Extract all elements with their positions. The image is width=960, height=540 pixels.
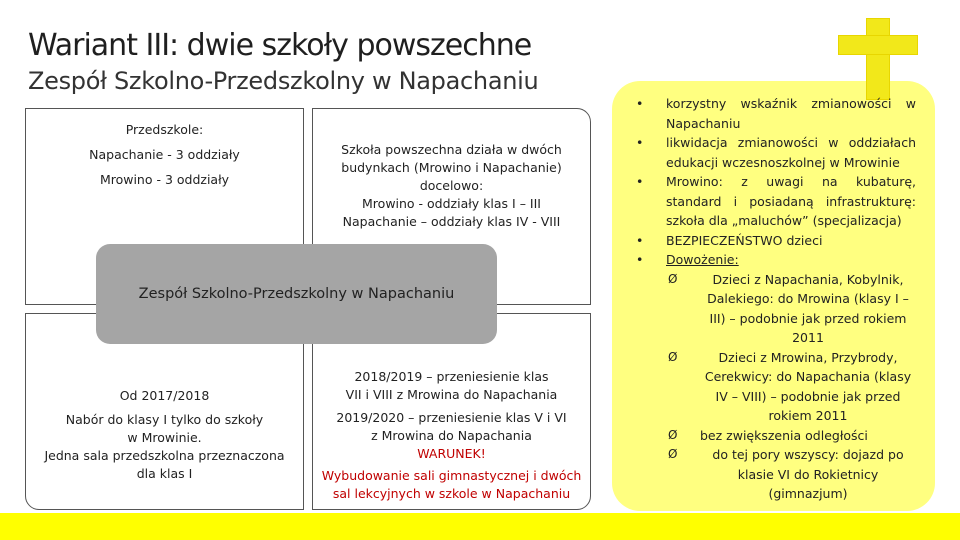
note-sub-item: Ø bez zwiększenia odległości <box>636 426 916 446</box>
note-item: • likwidacja zmianowości w oddziałach edukacji wczesnoszkolnej w Mrowinie <box>636 135 916 170</box>
bullet-icon: • <box>636 96 644 111</box>
arrow-icon: Ø <box>668 271 678 286</box>
enrollment-date: Od 2017/2018 <box>119 388 210 403</box>
bullet-icon: • <box>636 252 644 267</box>
school-line-3: docelowo: <box>419 178 484 193</box>
arrow-icon: Ø <box>668 349 678 364</box>
slide-title: Wariant III: dwie szkoły powszechne <box>28 28 532 63</box>
transfer-line-1: 2018/2019 – przeniesienie klas <box>354 369 549 384</box>
preschool-text <box>25 121 304 189</box>
preschool-heading: Przedszkole: <box>125 122 204 137</box>
enrollment-line-5: dla klas I <box>136 466 193 481</box>
enrollment-line-4: Jedna sala przedszkolna przeznaczona <box>44 448 285 463</box>
cross-icon-center <box>868 37 889 54</box>
transfer-line-3: 2019/2020 – przeniesienie klas V i VI <box>336 410 567 425</box>
school-line-1: Szkoła powszechna działa w dwóch <box>341 142 562 157</box>
requirement-line-1: Wybudowanie sali gimnastycznej i dwóch <box>321 468 582 483</box>
transfer-line-4: z Mrowina do Napachania <box>371 428 532 443</box>
school-line-4: Mrowino - oddziały klas I – III <box>362 196 541 211</box>
preschool-mrowino: Mrowino - 3 oddziały <box>99 172 230 187</box>
warning-label: WARUNEK! <box>417 446 486 461</box>
school-text <box>312 141 591 231</box>
requirement-line-2: sal lekcyjnych w szkole w Napachaniu <box>332 486 571 501</box>
school-line-5: Napachanie – oddziały klas IV - VIII <box>342 214 561 229</box>
note-sub-item: Ø do tej pory wszyscy: dojazd po klasie VI do Rokietnicy (gimnazjum) <box>668 447 904 501</box>
center-label-box <box>96 244 497 344</box>
transfer-text <box>312 368 591 503</box>
slide-subtitle: Zespół Szkolno-Przedszkolny w Napachaniu <box>28 67 539 95</box>
bottom-band <box>0 513 960 540</box>
school-line-2: budynkach (Mrowino i Napachanie) <box>341 160 562 175</box>
note-item: • korzystny wskaźnik zmianowości w Napachaniu <box>636 96 916 131</box>
note-sub-item: Ø Dzieci z Napachania, Kobylnik, Dalekiego: do Mrowina (klasy I – III) – podobnie jak przed rokiem 2011 <box>668 271 909 345</box>
note-item: • Dowożenie: <box>636 250 916 270</box>
note-item: • BEZPIECZEŃSTWO dzieci <box>636 231 916 251</box>
bullet-icon: • <box>636 174 644 189</box>
enrollment-line-3: w Mrowinie. <box>127 430 202 445</box>
bullet-icon: • <box>636 135 644 150</box>
note-item: • Mrowino: z uwagi na kubaturę, standard i posiadaną infrastrukturę: szkoła dla „maluchów” (specjalizacja) <box>636 174 916 228</box>
arrow-icon: Ø <box>668 447 678 461</box>
note-sub-item: Ø Dzieci z Mrowina, Przybrody, Cerekwicy: do Napachania (klasy IV – VIII) – podobnie jak przed rokiem 2011 <box>668 349 912 423</box>
notes-list <box>636 94 916 504</box>
center-label: Zespół Szkolno-Przedszkolny w Napachaniu <box>138 286 455 302</box>
cross-icon <box>866 18 890 100</box>
arrow-icon: Ø <box>668 427 678 442</box>
transfer-line-2: VII i VIII z Mrowina do Napachania <box>345 387 558 402</box>
preschool-napachanie: Napachanie - 3 oddziały <box>89 147 240 162</box>
bullet-icon: • <box>636 232 644 248</box>
enrollment-text <box>25 387 304 483</box>
enrollment-line-2: Nabór do klasy I tylko do szkoły <box>65 412 264 427</box>
